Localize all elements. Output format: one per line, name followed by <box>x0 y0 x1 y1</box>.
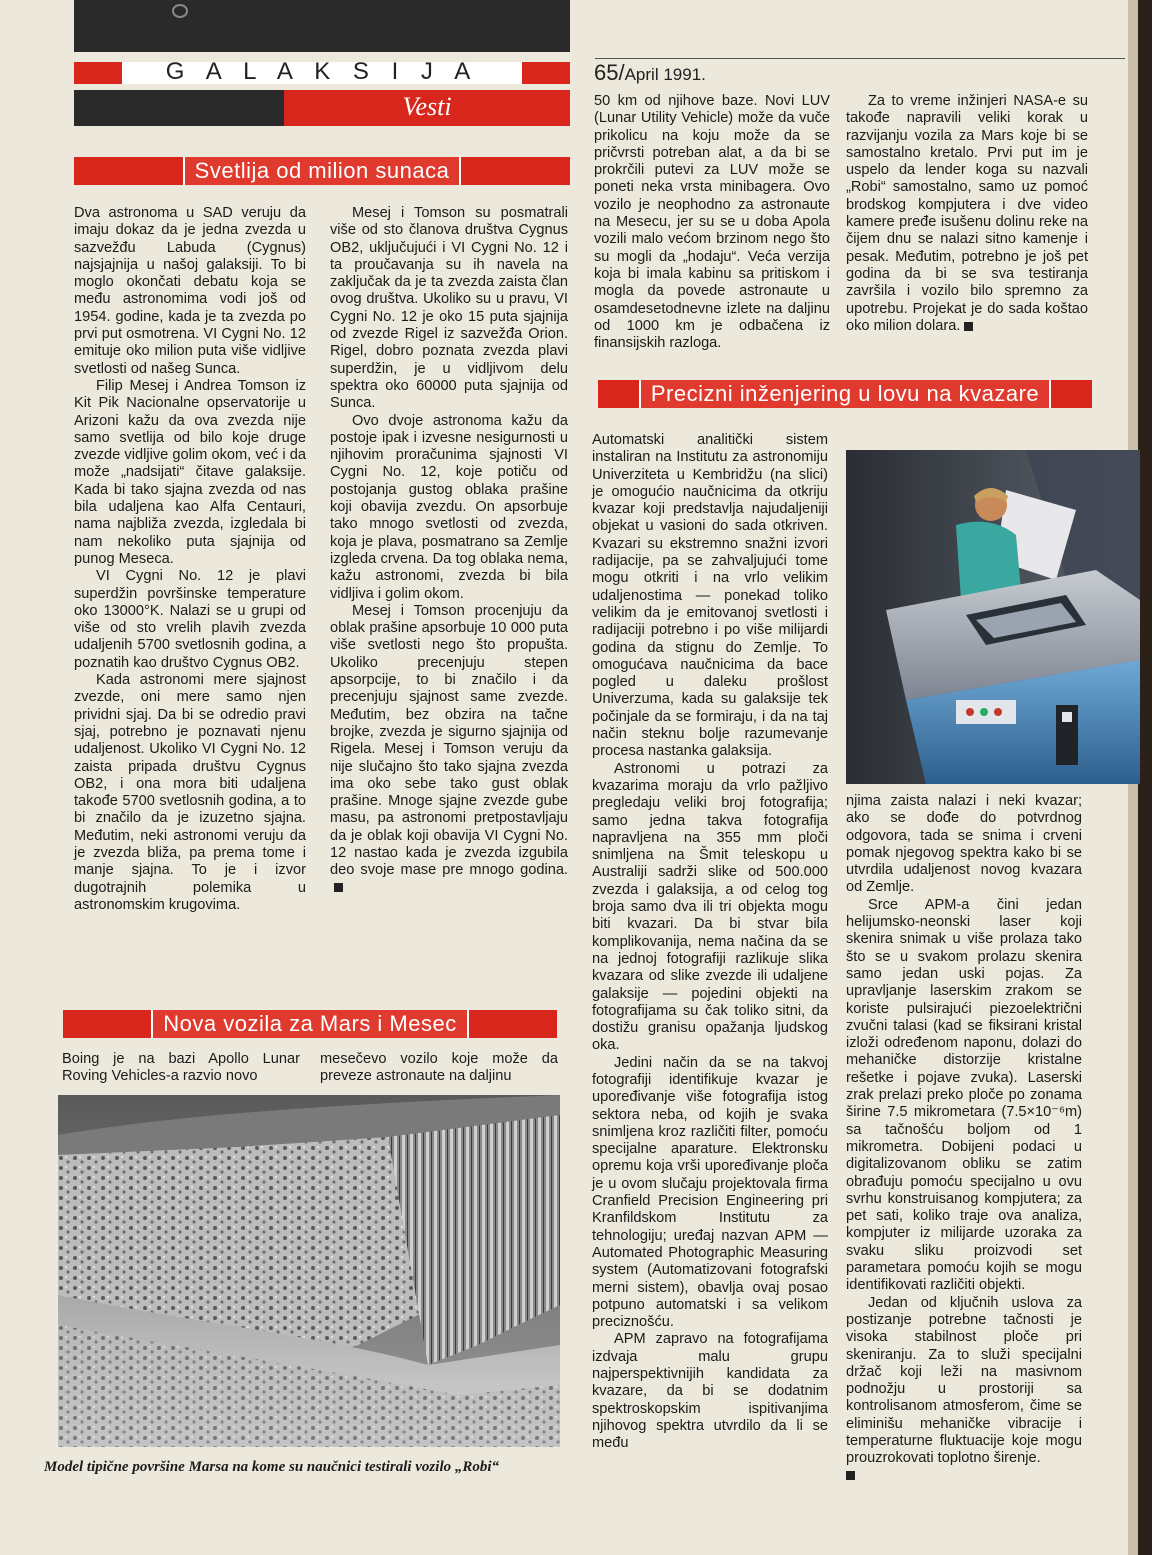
paragraph: Astronomi u potrazi za kvazarima moraju da vrlo pažljivo pregledaju veliki broj fotografija; samo jedna takva fotografija napravljena na 355 mm ploči snimljena na Šmit teleskopu u Australiji sadrži slike od 500.000 zvezda i galaksija, a od celog tog broja samo dva ili tri objekta mogu biti kvazari. Da bi stvar bila komplikovanija, nema načina da se na jednoj fotografiji razlikuje slika kvazara od slike zvezde ili udaljene galaksije — pojedini objekti na fotografijama su čak toliko sitni, da dostižu granisu opažanja ljudskog oka. <box>592 760 828 1054</box>
paragraph: Kada astronomi mere sjajnost zvezde, oni mere samo njen prividni sjaj. Da bi se odredio pravi sjaj, potrebno je poznavati njenu udaljenost. Ukoliko VI Cygni No. 12 zaista pripada društvu Cygnus OB2, i ona mora biti udaljena takođe 5700 svetlosnih godina, a to bi značilo da je izuzetno sjajna. Međutim, neki astronomi veruju da je zvezda bliža, pa prema tome i manje sjajna. To je i izvor dugotrajnih polemika u astronomskim krugovima. <box>74 672 306 913</box>
end-mark-icon <box>846 1471 855 1480</box>
header-rule <box>595 58 1125 59</box>
article2-title: Nova vozila za Mars i Mesec <box>151 1010 468 1038</box>
apm-photo <box>846 450 1140 784</box>
header-dark-bar <box>74 0 570 52</box>
issue-date <box>594 60 706 86</box>
article2-col3 <box>594 93 830 352</box>
article3-colB <box>846 793 1082 1485</box>
article1-title: Svetlija od milion sunaca <box>183 157 462 185</box>
article3-banner <box>598 380 1092 408</box>
article1-col1 <box>74 205 306 914</box>
paragraph: Boing je na bazi Apollo Lunar Roving Vehicles-a razvio novo <box>62 1051 300 1085</box>
issue-month: April 1991. <box>624 65 706 84</box>
article2-col4 <box>846 93 1088 335</box>
masthead-red-left <box>74 62 122 84</box>
photo-caption: Model tipične površine Marsa na kome su naučnici testirali vozilo „Robi“ <box>44 1459 500 1475</box>
paragraph: Jedini način da se na takvoj fotografiji identifikuje kvazar je upoređivanje više fotografija istog sektora neba, od kojih je svaka snimljena kroz različiti filter, pomoću specijalne aparature. Elektronsku opremu koja vrši upoređivanje ploča je u ovom slučaju projektovala firma Cranfield Precision Engineering pri Kranfildskom Institutu za tehnologiju; uređaj nazvan APM — Automated Photographic Measuring system (Automatizovani fotografski merni sistem), obavlja ovaj posao potpuno automatski i sa velikom preciznošću. <box>592 1054 828 1331</box>
mars-surface-image <box>58 1095 560 1447</box>
paragraph: Dva astronoma u SAD veruju da imaju dokaz da je jedna zvezda u sazvežđu Labuda (Cygnus) najsjajnija u našoj galaksiji. To bi moglo okončati debatu koja se među astronomima vodi još od 1954. godine, kada je ta zvezda po prvi put osmotrena. VI Cygni No. 12 emituje oko milion puta više vidljive svetlosti od našeg Sunca. <box>74 205 306 377</box>
paragraph <box>330 603 568 897</box>
apm-machine-image <box>846 450 1140 784</box>
mars-surface-photo <box>58 1095 560 1447</box>
issue-number: 65/ <box>594 60 625 85</box>
paragraph: APM zapravo na fotografijama izdvaja malu grupu najperspektivnijih kandidata za kvazare, da bi se dodatnim spektroskopskim ispitivanjima njihovog spektra utvrdilo da li se među <box>592 1331 828 1452</box>
paragraph: Mesej i Tomson su posmatrali više od sto članova društva Cygnus OB2, uključujući i VI Cygni No. 12 i ta proučavanja su ih navela na zaključak da je ta zvezda zaista član ovog društva. Ukoliko su u pravu, VI Cygni No. 12 je oko 15 puta sjajnija od zvezde Rigel iz sazvežđa Orion. Rigel, dobro poznata zvezda plavi superdžin, je u vidljivom delu spektra oko 60000 puta sjajnija od Sunca. <box>330 205 568 412</box>
paragraph-text: Za to vreme inžinjeri NASA-e su takođe napravili veliki korak u razvijanju vozila za Mars koje bi se samostalno kretalo. Prvi put im je uspelo da lender koga su nazvali „Robi“ samostalno, samo uz pomoć brodskog kompjutera i dve video kamere pređe isušenu dolinu reke na čijem dnu se nalazi sitno kamenje i pesak. Međutim, potrebno je još pet godina da bi se sva testiranja završila i vozilo bilo spremno za upotrebu. Projekat je do sada koštao oko milion dolara. <box>846 93 1088 334</box>
article2-col1 <box>62 1051 300 1086</box>
paragraph: mesečevo vozilo koje može da preveze astronaute na daljinu <box>320 1051 558 1085</box>
article2-banner <box>63 1010 557 1038</box>
paragraph-text: Mesej i Tomson procenjuju da oblak prašine apsorbuje 10 000 puta više svetlosti nego što propušta. Ukoliko precenjuju stepen apsorpcije, to bi značilo i da precenjuju sjajnost same zvezde. Međutim, bez obzira na tačne brojke, zvezda je sigurno sjajnija od Rigela. Mesej i Tomson veruju da nije slučajno što tako sjajna zvezda ima oko sebe tako gust oblak prašine. Mnoge sjajne zvezde gube masu, pa astronomi pretpostavljaju da je oblak koji obavija VI Cygni No. 12 nastao kada je zvezda izgubila deo svoje mase pre mnogo godina. <box>330 602 568 879</box>
masthead-bar <box>74 58 570 85</box>
paragraph: Automatski analitički sistem instaliran na Institutu za astronomiju Univerziteta u Kembridžu (na slici) je omogućio naučnicima da otkriju kvazar koji predstavlja najudaljeniji objekat u vasioni do sada otkriven. Kvazari su ekstremno snažni izvori radijacije, pa se zahvaljujući tome mogu otkriti i na vrlo velikim udaljenostima — ponekad toliko velikim da je emitovanoj svetlosti i radijaciji potrebno i po više milijardi godina da stignu do Zemlje. To omogućava naučnicima da bace pogled u daleku prošlost Univerzuma, kada su galaksije tek počinjale da se formiraju, i da na taj način steknu bolje razumevanje procesa nastanka galaksija. <box>592 432 828 760</box>
article2-col2 <box>320 1051 558 1086</box>
paragraph: Ovo dvoje astronoma kažu da postoje ipak i izvesne nesigurnosti u njihovim proračunima sjajnosti VI Cygni No. 12, koje potiču od postojanja gustog oblaka prašine koji obavija zvezdu. On apsorbuje tako mnogo svetlosti od zvezda, koja je plava, posmatrano sa Zemlje izgleda crvena. Da tog oblaka nema, kažu astronomi, zvezda bi bila vidljiva i golim okom. <box>330 412 568 602</box>
paragraph <box>846 93 1088 335</box>
binding-hole <box>172 4 188 18</box>
paragraph: njima zaista nalazi i neki kvazar; ako se dođe do potvrdnog odgovora, tada se snima i crveni pomak njegovog spektra kako bi se utvrdila udaljenost novog kvazara od Zemlje. <box>846 793 1082 896</box>
paragraph: Filip Mesej i Andrea Tomson iz Kit Pik Nacionalne opservatorije u Arizoni kažu da ova zvezda nije samo svetlija od bilo koje druge zvezde vidljive golim okom, već i da može „nadsijati“ čitave galaksije. Kada bi tako sjajna zvezda od nas bila udaljena kao Alfa Centauri, nama najbliža zvezda, izgledala bi nam nekoliko puta sjajnija od punog Meseca. <box>74 377 306 567</box>
article1-col2 <box>330 205 568 897</box>
magazine-name: G A L A K S I J A <box>165 58 479 85</box>
paragraph: 50 km od njihove baze. Novi LUV (Lunar Utility Vehicle) može da vuče prikolicu na koju može da se pričvrsti potreban alat, a da bi se prokrčili putevi za LUV može se poneti neka vrsta minibagera. Ovo vozilo je neophodno za astronaute na Mesecu, jer su se u doba Apola vozili malo većom brzinom nego što su mogli da „hodaju“. Veća verzija koja bi imala kabinu sa pritiskom i mogla da povede astronaute u osamdesetodnevne izlete na daljinu od 1000 km je odbačena iz finansijskih razloga. <box>594 93 830 352</box>
section-label: Vesti <box>402 92 452 121</box>
masthead-red-right <box>522 62 570 84</box>
paragraph: Jedan od ključnih uslova za postizanje potrebne tačnosti je visoka stabilnost ploče pri skeniranju. Za to služi specijalni držač koji leži na masivnom podnožju u prostoriji sa kontrolisanom atmosferom, čime se eliminišu mehaničke vibracije i temperaturne fluktuacije koje mogu prouzrokovati toplotno širenje. <box>846 1294 1082 1467</box>
paragraph: VI Cygni No. 12 je plavi superdžin površinske temperature oko 13000°K. Nalazi se u grupi od više od sto vrelih plavih zvezda udaljenih 5700 svetlosnih godina, a poznatih kao društvo Cygnus OB2. <box>74 568 306 671</box>
article3-title: Precizni inženjering u lovu na kvazare <box>639 380 1051 408</box>
article1-banner <box>74 157 570 185</box>
end-mark-icon <box>334 883 343 892</box>
page-binding <box>1138 0 1152 1555</box>
paragraph: Srce APM-a čini jedan helijumsko-neonski laser koji skenira snimak u više prolaza tako što se u svakom prolazu skenira samo jedan uski pojas. Za upravljanje laserskim zrakom se koriste pulsirajući piezoelektrični zvučni talasi (kad se fiksirani kristal izloži određenom naponu, dolazi do mehaničke distorzije kristalne rešetke i pojave zvuka). Laserski zrak prelazi preko ploče po zonama širine 7.5 mikrometara (7.5×10⁻⁶m) sa tačnošću boljom od 1 mikrometra. Dobijeni podaci u digitalizovanom obliku se zatim obrađuju pomoću specijalno u ovu svrhu konstruisanog kompjutera; za pet sati, koliko traje ova analiza, kompjuter iz milijarde uzoraka za svaku sliku proizvodi set parametara pomoću kojih se mogu identifikovati različiti objekti. <box>846 896 1082 1294</box>
end-mark-icon <box>964 322 973 331</box>
section-bar <box>74 90 570 126</box>
article3-colA <box>592 432 828 1453</box>
